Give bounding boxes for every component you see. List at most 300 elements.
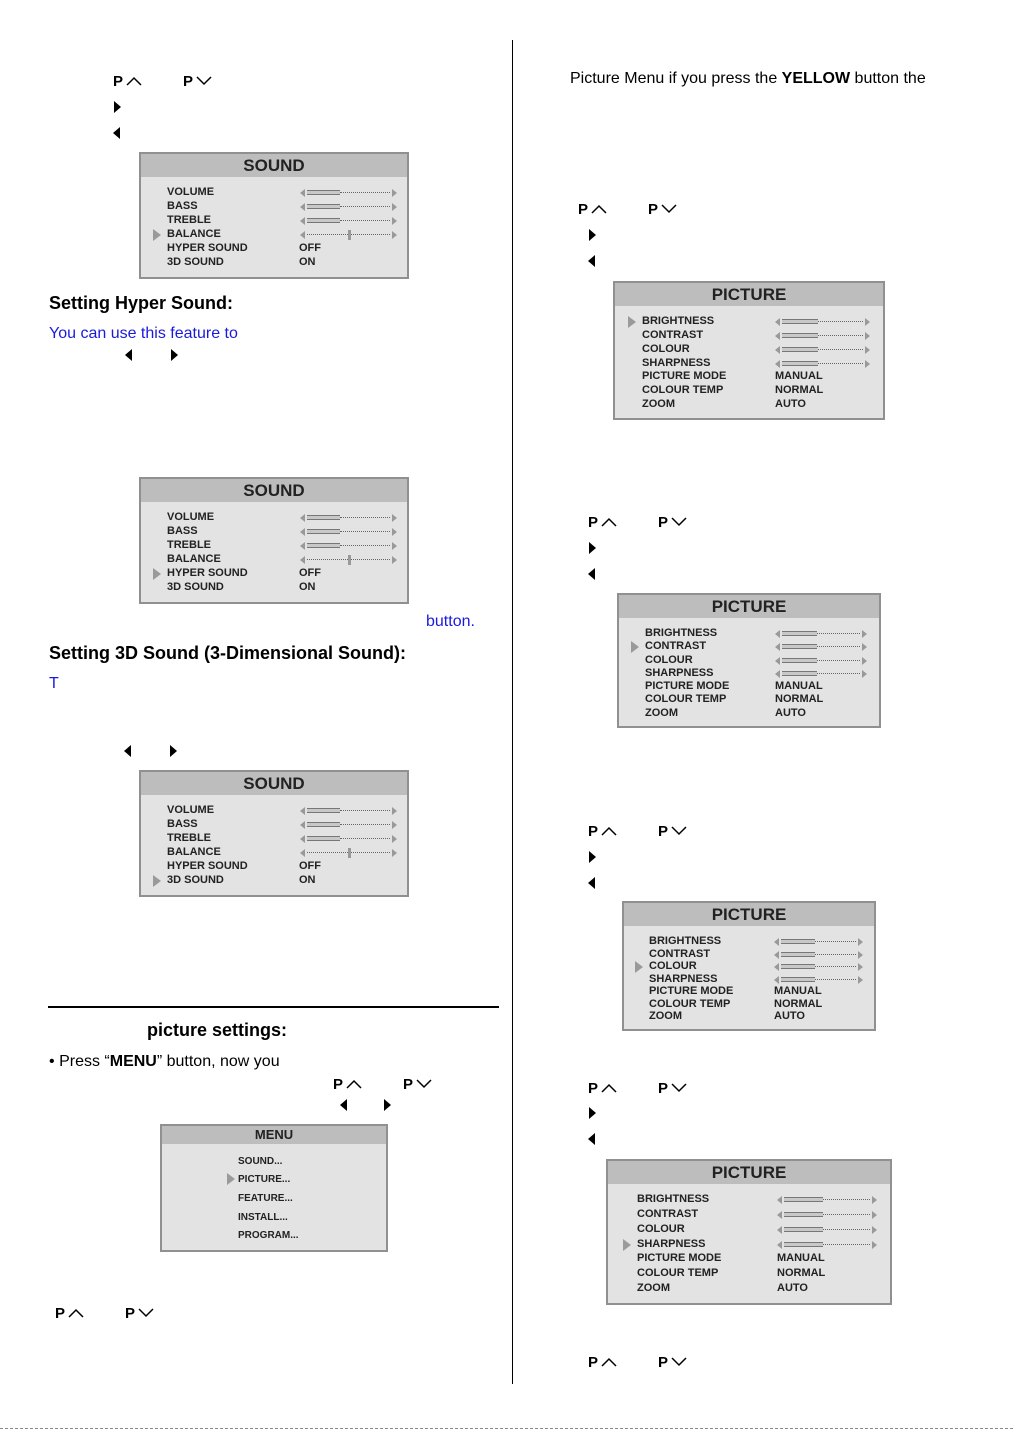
slider-right-arrow-icon: [392, 528, 397, 536]
yellow-key-label: YELLOW: [781, 70, 851, 87]
sound-menu-row: [141, 200, 407, 214]
picture-menu-row: [619, 654, 879, 668]
level-slider: [777, 1196, 877, 1204]
p-key-label: P: [125, 1305, 136, 1322]
picture-menu-row: [615, 370, 883, 384]
chevron-down-icon: [671, 1083, 687, 1093]
slider-fill: [782, 347, 818, 352]
picture-menu-intro: [570, 70, 926, 88]
slider-track: [340, 545, 390, 546]
sound-menu-label: HYPER SOUND: [167, 860, 248, 872]
picture-menu-row: [619, 667, 879, 681]
sound-menu-value: ON: [299, 581, 316, 593]
sound-menu-title: SOUND: [141, 154, 407, 177]
slider-right-arrow-icon: [392, 835, 397, 843]
slider-left-arrow-icon: [775, 630, 780, 638]
sound-menu-row: [141, 525, 407, 539]
right-arrow-icon: [170, 745, 177, 757]
picture-menu-value: MANUAL: [774, 985, 822, 997]
slider-track: [818, 321, 863, 322]
level-slider: [300, 528, 397, 536]
hyper-sound-heading: Setting Hyper Sound:: [49, 293, 233, 313]
level-slider: [300, 807, 397, 815]
main-menu-osd: [160, 1124, 388, 1252]
slider-track: [818, 363, 863, 364]
picture-menu-title: PICTURE: [608, 1161, 890, 1184]
slider-left-arrow-icon: [300, 542, 305, 550]
p-key-label: P: [588, 1080, 599, 1097]
level-slider: [777, 1241, 877, 1249]
p-key-label: P: [658, 823, 669, 840]
slider-right-arrow-icon: [858, 938, 863, 946]
picture-menu-label: COLOUR: [637, 1223, 685, 1235]
slider-fill: [782, 333, 818, 338]
picture-menu-title: PICTURE: [619, 595, 879, 618]
slider-track: [817, 633, 860, 634]
slider-right-arrow-icon: [865, 346, 870, 354]
picture-menu-label: ZOOM: [642, 398, 675, 410]
slider-right-arrow-icon: [858, 976, 863, 984]
chevron-up-icon: [601, 517, 617, 527]
level-slider: [774, 963, 863, 971]
slider-track: [815, 979, 856, 980]
slider-track: [818, 335, 863, 336]
picture-menu-row: [619, 693, 879, 707]
picture-menu-row: [619, 627, 879, 641]
sound-menu-label: TREBLE: [167, 539, 211, 551]
slider-track: [817, 660, 860, 661]
picture-menu-row: [608, 1208, 890, 1222]
picture-menu-label: BRIGHTNESS: [649, 935, 722, 947]
chevron-down-icon: [661, 204, 677, 214]
chevron-up-icon: [126, 76, 142, 86]
picture-menu-label: ZOOM: [637, 1282, 670, 1294]
level-slider: [774, 976, 863, 984]
slider-right-arrow-icon: [392, 821, 397, 829]
slider-right-arrow-icon: [862, 670, 867, 678]
menu-item-program: PROGRAM...: [238, 1230, 299, 1241]
sound-menu-osd: [139, 477, 409, 604]
right-arrow-icon: [589, 229, 596, 241]
press-post: ” button, now you: [156, 1053, 280, 1070]
picture-menu-row: [615, 343, 883, 357]
slider-track: [815, 966, 856, 967]
chevron-up-icon: [601, 826, 617, 836]
slider-left-arrow-icon: [775, 346, 780, 354]
slider-fill: [784, 1212, 823, 1217]
slider-left-arrow-icon: [300, 821, 305, 829]
level-slider: [300, 835, 397, 843]
slider-track: [340, 517, 390, 518]
left-arrow-icon: [588, 877, 595, 889]
slider-left-arrow-icon: [775, 318, 780, 326]
level-slider: [774, 951, 863, 959]
menu-item-sound: SOUND...: [238, 1156, 283, 1167]
menu-key-label: MENU: [109, 1053, 157, 1070]
slider-left-arrow-icon: [300, 528, 305, 536]
p-key-label: P: [403, 1076, 414, 1093]
slider-fill: [781, 977, 815, 982]
slider-left-arrow-icon: [775, 360, 780, 368]
picture-menu-title: PICTURE: [624, 903, 874, 926]
p-up-down-keys: [333, 1076, 443, 1094]
picture-menu-row: [615, 315, 883, 329]
sound-menu-row: [141, 874, 407, 888]
sound-menu-row: [141, 214, 407, 228]
main-menu-title: MENU: [162, 1126, 386, 1144]
sound-menu-label: VOLUME: [167, 186, 215, 198]
slider-left-arrow-icon: [774, 951, 779, 959]
slider-fill: [782, 644, 817, 649]
slider-fill: [307, 529, 340, 534]
3d-sound-heading: Setting 3D Sound (3-Dimensional Sound):: [49, 643, 406, 663]
chevron-up-icon: [591, 204, 607, 214]
picture-menu-label: SHARPNESS: [649, 973, 718, 985]
picture-menu-row: [615, 357, 883, 371]
p-up-down-keys: [588, 1080, 698, 1098]
sound-menu-label: BASS: [167, 525, 198, 537]
slider-left-arrow-icon: [300, 514, 305, 522]
sound-menu-osd: [139, 770, 409, 897]
picture-menu-label: PICTURE MODE: [645, 680, 730, 692]
selection-arrow-icon: [631, 641, 639, 653]
sound-menu-title: SOUND: [141, 772, 407, 795]
p-up-down-keys: [578, 201, 688, 219]
level-slider: [300, 821, 397, 829]
chevron-up-icon: [601, 1357, 617, 1367]
picture-menu-label: COLOUR: [645, 654, 693, 666]
sound-menu-osd: [139, 152, 409, 279]
left-arrow-icon: [588, 255, 595, 267]
sound-menu-label: HYPER SOUND: [167, 242, 248, 254]
p-up-down-keys: [588, 823, 698, 841]
slider-left-arrow-icon: [775, 657, 780, 665]
slider-track: [823, 1229, 870, 1230]
p-key-label: P: [183, 73, 194, 90]
picture-menu-value: AUTO: [775, 398, 806, 410]
slider-fill: [307, 822, 340, 827]
slider-track: [818, 349, 863, 350]
chevron-up-icon: [346, 1079, 362, 1089]
slider-right-arrow-icon: [872, 1241, 877, 1249]
sound-menu-row: [141, 581, 407, 595]
slider-right-arrow-icon: [872, 1226, 877, 1234]
picture-menu-row: [624, 985, 874, 999]
slider-left-arrow-icon: [775, 332, 780, 340]
slider-fill: [307, 204, 340, 209]
sound-menu-row: [141, 511, 407, 525]
level-slider: [777, 1211, 877, 1219]
hyper-sound-text: You can use this feature to: [49, 325, 238, 342]
picture-menu-value: NORMAL: [774, 998, 823, 1010]
slider-track: [823, 1244, 870, 1245]
picture-menu-row: [608, 1282, 890, 1296]
slider-fill: [307, 218, 340, 223]
slider-fill: [784, 1227, 823, 1232]
left-arrow-icon: [588, 1133, 595, 1145]
sound-menu-row: [141, 567, 407, 581]
slider-right-arrow-icon: [392, 556, 397, 564]
picture-menu-label: CONTRAST: [642, 329, 704, 341]
chevron-down-icon: [138, 1308, 154, 1318]
level-slider: [300, 189, 397, 197]
picture-menu-label: ZOOM: [645, 707, 678, 719]
slider-left-arrow-icon: [777, 1211, 782, 1219]
chevron-up-icon: [68, 1308, 84, 1318]
level-slider: [300, 217, 397, 225]
picture-menu-value: AUTO: [774, 1010, 805, 1022]
p-key-label: P: [578, 201, 589, 218]
left-arrow-icon: [124, 745, 131, 757]
slider-fill: [784, 1197, 823, 1202]
3d-sound-text: T: [49, 675, 59, 692]
slider-track: [340, 824, 390, 825]
sound-menu-label: HYPER SOUND: [167, 567, 248, 579]
sound-menu-row: [141, 242, 407, 256]
picture-menu-label: CONTRAST: [645, 640, 707, 652]
picture-menu-row: [608, 1223, 890, 1237]
picture-menu-value: NORMAL: [775, 384, 824, 396]
slider-fill: [782, 319, 818, 324]
slider-left-arrow-icon: [300, 556, 305, 564]
slider-thumb: [348, 848, 351, 858]
picture-menu-row: [624, 1010, 874, 1024]
picture-menu-label: BRIGHTNESS: [642, 315, 715, 327]
p-up-down-keys: [588, 1354, 698, 1372]
slider-right-arrow-icon: [392, 849, 397, 857]
menu-item-feature: FEATURE...: [238, 1193, 293, 1204]
p-key-label: P: [658, 514, 669, 531]
slider-track: [817, 646, 860, 647]
menu-item-picture: PICTURE...: [238, 1174, 291, 1185]
sound-menu-label: VOLUME: [167, 804, 215, 816]
picture-menu-label: COLOUR TEMP: [649, 998, 731, 1010]
slider-left-arrow-icon: [774, 938, 779, 946]
slider-track: [340, 838, 390, 839]
p-up-down-keys: [588, 514, 698, 532]
picture-menu-osd: [622, 901, 876, 1031]
slider-left-arrow-icon: [300, 189, 305, 197]
sound-menu-row: [141, 832, 407, 846]
menu-item-install: INSTALL...: [238, 1212, 288, 1223]
level-slider: [300, 203, 397, 211]
slider-right-arrow-icon: [392, 231, 397, 239]
slider-track: [815, 941, 856, 942]
selection-arrow-icon: [227, 1173, 235, 1185]
right-arrow-icon: [589, 542, 596, 554]
sound-menu-value: ON: [299, 874, 316, 886]
slider-left-arrow-icon: [300, 231, 305, 239]
picture-menu-row: [624, 935, 874, 949]
slider-right-arrow-icon: [858, 951, 863, 959]
sound-menu-row: [141, 539, 407, 553]
sound-menu-label: BALANCE: [167, 553, 221, 565]
chevron-down-icon: [671, 1357, 687, 1367]
picture-settings-heading: picture settings:: [147, 1020, 288, 1040]
picture-menu-label: PICTURE MODE: [649, 985, 734, 997]
intro-pre: Picture Menu if you press the: [570, 70, 782, 87]
level-slider: [775, 643, 867, 651]
picture-menu-label: CONTRAST: [649, 948, 711, 960]
sound-menu-label: TREBLE: [167, 832, 211, 844]
picture-menu-row: [615, 329, 883, 343]
picture-menu-row: [624, 960, 874, 974]
slider-fill: [781, 939, 815, 944]
picture-menu-osd: [613, 281, 885, 420]
selection-arrow-icon: [153, 568, 161, 580]
sound-menu-value: OFF: [299, 567, 321, 579]
press-menu-text: [49, 1053, 280, 1071]
slider-right-arrow-icon: [862, 643, 867, 651]
slider-left-arrow-icon: [774, 963, 779, 971]
picture-menu-row: [615, 384, 883, 398]
level-slider: [300, 849, 397, 857]
slider-left-arrow-icon: [777, 1241, 782, 1249]
sound-menu-label: 3D SOUND: [167, 256, 224, 268]
sound-menu-label: BASS: [167, 200, 198, 212]
slider-left-arrow-icon: [300, 835, 305, 843]
slider-right-arrow-icon: [865, 318, 870, 326]
page-bottom-dashline: [0, 1428, 1013, 1429]
picture-menu-value: AUTO: [777, 1282, 808, 1294]
chevron-down-icon: [416, 1079, 432, 1089]
picture-menu-label: COLOUR TEMP: [645, 693, 727, 705]
sound-menu-value: ON: [299, 256, 316, 268]
level-slider: [300, 542, 397, 550]
sound-menu-value: OFF: [299, 860, 321, 872]
picture-menu-value: MANUAL: [775, 370, 823, 382]
picture-menu-row: [619, 680, 879, 694]
slider-right-arrow-icon: [865, 332, 870, 340]
selection-arrow-icon: [153, 229, 161, 241]
bullet: •: [49, 1053, 55, 1070]
left-arrow-icon: [340, 1099, 347, 1111]
slider-right-arrow-icon: [392, 217, 397, 225]
right-arrow-icon: [114, 101, 121, 113]
sound-menu-label: VOLUME: [167, 511, 215, 523]
picture-menu-title: PICTURE: [615, 283, 883, 306]
sound-menu-row: [141, 553, 407, 567]
slider-left-arrow-icon: [777, 1196, 782, 1204]
left-arrow-icon: [125, 349, 132, 361]
picture-menu-row: [608, 1238, 890, 1252]
selection-arrow-icon: [623, 1239, 631, 1251]
slider-left-arrow-icon: [300, 849, 305, 857]
sound-menu-row: [141, 228, 407, 242]
chevron-up-icon: [601, 1083, 617, 1093]
picture-menu-label: SHARPNESS: [637, 1238, 706, 1250]
picture-menu-row: [619, 640, 879, 654]
hyper-sound-button-text: button.: [426, 613, 475, 630]
picture-menu-label: ZOOM: [649, 1010, 682, 1022]
p-key-label: P: [588, 823, 599, 840]
picture-menu-value: AUTO: [775, 707, 806, 719]
chevron-down-icon: [671, 826, 687, 836]
slider-left-arrow-icon: [300, 807, 305, 815]
picture-menu-osd: [617, 593, 881, 728]
p-up-down-keys: [113, 73, 223, 91]
picture-menu-row: [608, 1193, 890, 1207]
p-key-label: P: [658, 1354, 669, 1371]
sound-menu-label: TREBLE: [167, 214, 211, 226]
slider-track: [340, 206, 390, 207]
picture-menu-label: PICTURE MODE: [642, 370, 727, 382]
slider-fill: [307, 515, 340, 520]
slider-right-arrow-icon: [862, 657, 867, 665]
picture-menu-label: COLOUR: [642, 343, 690, 355]
level-slider: [300, 514, 397, 522]
slider-fill: [782, 671, 817, 676]
section-rule: [48, 1006, 499, 1008]
picture-menu-label: CONTRAST: [637, 1208, 699, 1220]
picture-menu-label: BRIGHTNESS: [645, 627, 718, 639]
level-slider: [775, 332, 870, 340]
right-arrow-icon: [171, 349, 178, 361]
level-slider: [300, 556, 397, 564]
picture-menu-row: [608, 1267, 890, 1281]
slider-track: [823, 1199, 870, 1200]
sound-menu-label: BALANCE: [167, 846, 221, 858]
slider-fill: [307, 543, 340, 548]
level-slider: [775, 360, 870, 368]
slider-thumb: [348, 230, 351, 240]
p-key-label: P: [588, 1354, 599, 1371]
picture-menu-value: NORMAL: [777, 1267, 826, 1279]
sound-menu-label: 3D SOUND: [167, 581, 224, 593]
level-slider: [775, 346, 870, 354]
slider-track: [340, 810, 390, 811]
picture-menu-value: MANUAL: [777, 1252, 825, 1264]
sound-menu-row: [141, 256, 407, 270]
slider-right-arrow-icon: [872, 1196, 877, 1204]
level-slider: [300, 231, 397, 239]
sound-menu-row: [141, 846, 407, 860]
slider-right-arrow-icon: [392, 514, 397, 522]
slider-thumb: [348, 555, 351, 565]
slider-fill: [307, 836, 340, 841]
level-slider: [775, 657, 867, 665]
slider-left-arrow-icon: [775, 643, 780, 651]
sound-menu-row: [141, 860, 407, 874]
press-pre: Press “: [59, 1053, 110, 1070]
picture-menu-label: COLOUR: [649, 960, 697, 972]
left-arrow-icon: [588, 568, 595, 580]
slider-right-arrow-icon: [862, 630, 867, 638]
slider-fill: [782, 658, 817, 663]
slider-right-arrow-icon: [865, 360, 870, 368]
slider-left-arrow-icon: [777, 1226, 782, 1234]
p-key-label: P: [333, 1076, 344, 1093]
level-slider: [775, 630, 867, 638]
picture-menu-row: [608, 1252, 890, 1266]
slider-left-arrow-icon: [300, 217, 305, 225]
slider-left-arrow-icon: [775, 670, 780, 678]
slider-right-arrow-icon: [392, 189, 397, 197]
p-key-label: P: [658, 1080, 669, 1097]
slider-right-arrow-icon: [392, 542, 397, 550]
slider-fill: [307, 190, 340, 195]
right-arrow-icon: [384, 1099, 391, 1111]
level-slider: [774, 938, 863, 946]
slider-fill: [782, 631, 817, 636]
sound-menu-row: [141, 804, 407, 818]
p-key-label: P: [55, 1305, 66, 1322]
picture-menu-label: COLOUR TEMP: [642, 384, 724, 396]
slider-fill: [781, 952, 815, 957]
slider-left-arrow-icon: [300, 203, 305, 211]
picture-menu-label: SHARPNESS: [642, 357, 711, 369]
right-arrow-icon: [589, 1107, 596, 1119]
